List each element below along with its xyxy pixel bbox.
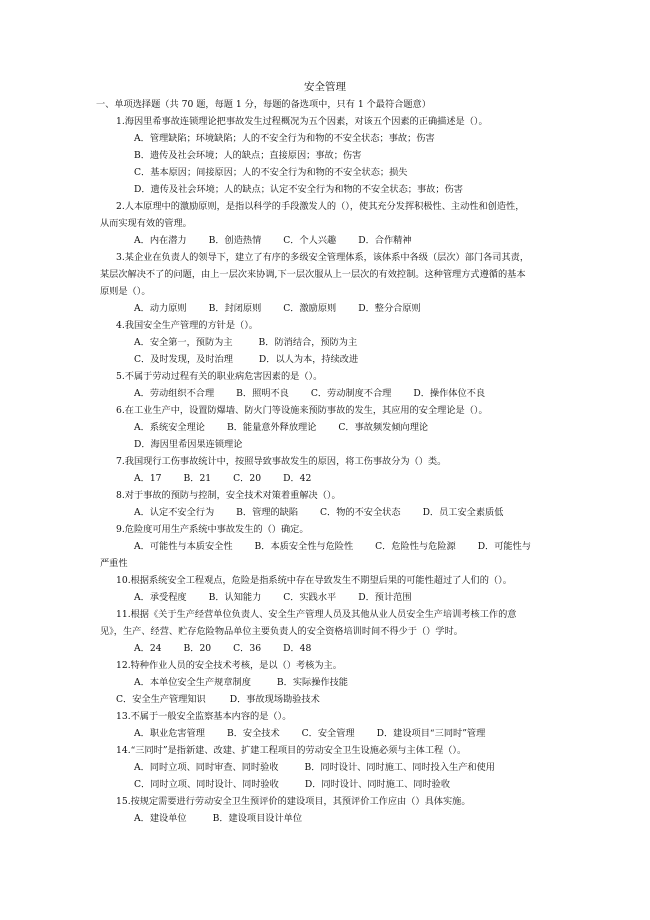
answer-option: B．安全技术 (226, 728, 280, 739)
option-row (100, 504, 560, 521)
option-row (100, 334, 560, 351)
question-text: 某层次解决不了的问题，由上一层次来协调,下一层次服从上一层次的有效控制。这种管理方式遵循的基本 (100, 269, 526, 280)
answer-option: B．21 (183, 473, 212, 484)
question-text: 2.人本原理中的激励原则，是指以科学的手段激发人的（），使其充分发挥积极性、主动性和创造性， (116, 201, 525, 212)
answer-option: D．遗传及社会环境；人的缺点；认定不安全行为和物的不安全状态；事故；伤害 (134, 184, 463, 195)
answer-option: D．48 (283, 643, 312, 654)
option-row (100, 300, 560, 317)
question-text: 3.某企业在负责人的领导下，建立了有序的多级安全管理体系，该体系中各级（层次）部门各司其责， (116, 252, 530, 263)
answer-option: D．员工安全素质低 (422, 507, 504, 518)
answer-option: C．事故频发倾向理论 (338, 422, 429, 433)
answer-option: D．建设项目“三同时”管理 (376, 728, 486, 739)
answer-option: D．以人为本，持续改进 (258, 354, 359, 365)
section-heading: 一、单项选择题（共 70 题，每题 1 分，每题的备选项中，只有 1 个最符合题意） (96, 99, 431, 110)
option-row (100, 640, 560, 657)
question-text: 5.不属于劳动过程有关的职业病危害因素的是（）。 (116, 371, 323, 382)
answer-option: A．认定不安全行为 (134, 507, 215, 518)
option-row (100, 181, 560, 198)
answer-option: A．可能性与本质安全性 (134, 541, 233, 552)
answer-option: A．管理缺陷；环境缺陷；人的不安全行为和物的不安全状态；事故；伤害 (134, 133, 435, 144)
answer-option: A．本单位安全生产规章制度 (134, 677, 251, 688)
question-text: 4.我国安全生产管理的方针是（）。 (116, 320, 258, 331)
answer-option: C．激励原则 (283, 303, 337, 314)
answer-option: B．管理的缺陷 (236, 507, 299, 518)
option-row (100, 164, 560, 181)
question-text: 1.海因里希事故连锁理论把事故发生过程概况为五个因素，对该五个因素的正确描述是（）。 (116, 116, 488, 127)
question-text: 从而实现有效的管理。 (100, 218, 192, 229)
answer-option: C．个人兴趣 (283, 235, 337, 246)
answer-option: A．系统安全理论 (134, 422, 205, 433)
answer-option: B．实际操作技能 (276, 677, 348, 688)
answer-option: C．实践水平 (283, 592, 337, 603)
answer-option: C．同时立项、同时设计、同时验收 (134, 779, 279, 790)
answer-option: A．17 (134, 473, 162, 484)
answer-option: B．建设项目设计单位 (212, 813, 303, 824)
answer-option: C．物的不安全状态 (320, 507, 401, 518)
option-row (100, 351, 560, 368)
option-row (100, 691, 560, 708)
question-text: 见》，生产、经营、贮存危险物品单位主要负责人的安全资格培训时间不得少于（）学时。 (100, 626, 463, 637)
answer-option: D．可能性与 (477, 541, 531, 552)
option-row (100, 725, 560, 742)
answer-option: D．海因里希因果连锁理论 (134, 439, 243, 450)
page-title: 安全管理 (304, 81, 346, 93)
question-text: 9.危险度可用生产系统中事故发生的（）确定。 (116, 524, 309, 535)
question-text: 14.“三同时”是指新建、改建、扩建工程项目的劳动安全卫生设施必须与主体工程（）。 (116, 745, 467, 756)
document-body (96, 96, 560, 827)
answer-option: C．危险性与危险源 (375, 541, 456, 552)
answer-option: D．合作精神 (358, 235, 412, 246)
answer-option: A．承受程度 (134, 592, 187, 603)
answer-option: A．24 (134, 643, 162, 654)
answer-option: B．照明不良 (236, 388, 289, 399)
question-text: 6.在工业生产中，设置防爆墙、防火门等设施来预防事故的发生，其应用的安全理论是（）。 (116, 405, 488, 416)
option-row (100, 589, 560, 606)
option-row (100, 776, 560, 793)
answer-option: C．安全管理 (301, 728, 355, 739)
answer-option: B．遗传及社会环境；人的缺点；直接原因；事故；伤害 (134, 150, 362, 161)
question-text: 10.根据系统安全工程观点，危险是指系统中存在导致发生不期望后果的可能性超过了人们的（）。 (116, 575, 512, 586)
question-text: 13.不属于一般安全监察基本内容的是（）。 (116, 711, 292, 722)
option-row (100, 130, 560, 147)
answer-option: A．安全第一，预防为主 (134, 337, 233, 348)
answer-option: B．同时设计、同时施工、同时投入生产和使用 (304, 762, 495, 773)
answer-option: C．安全生产管理知识 (116, 694, 206, 705)
answer-option: B．本质安全性与危险性 (254, 541, 354, 552)
answer-option: A．动力原则 (134, 303, 187, 314)
option-row (100, 385, 560, 402)
answer-option: B．封闭原则 (208, 303, 262, 314)
answer-option: B．认知能力 (208, 592, 262, 603)
answer-option: D．事故现场勘验技术 (229, 694, 320, 705)
option-row (100, 538, 560, 555)
question-text: 11.根据《关于生产经营单位负责人、安全生产管理人员及其他从业人员安全生产培训考核工作的意 (116, 609, 517, 620)
question-text: 7.我国现行工伤事故统计中，按照导致事故发生的原因，将工伤事故分为（）类。 (116, 456, 447, 467)
option-row (100, 470, 560, 487)
answer-option: D．预计范围 (358, 592, 412, 603)
option-row (100, 436, 560, 453)
answer-option: A．内在潜力 (134, 235, 187, 246)
answer-option: D．同时设计、同时施工、同时验收 (304, 779, 451, 790)
answer-option: B．能量意外释放理论 (226, 422, 317, 433)
answer-option: A．职业危害管理 (134, 728, 205, 739)
option-row (100, 419, 560, 436)
answer-option: B．创造热情 (208, 235, 262, 246)
answer-option: A．建设单位 (134, 813, 187, 824)
option-row (100, 810, 560, 827)
answer-option: C．基本原因；间接原因；人的不安全行为和物的不安全状态；损失 (134, 167, 408, 178)
answer-option: D．操作体位不良 (413, 388, 486, 399)
answer-option: A．同时立项、同时审查、同时验收 (134, 762, 279, 773)
option-row (100, 759, 560, 776)
question-text: 15.按规定需要进行劳动安全卫生预评价的建设项目，其预评价工作应由（）具体实施。 (116, 796, 471, 807)
option-row (100, 147, 560, 164)
answer-option: C．劳动制度不合理 (310, 388, 392, 399)
answer-option: B．防消结合，预防为主 (258, 337, 358, 348)
option-row (100, 674, 560, 691)
question-text: 12.特种作业人员的安全技术考核，是以（）考核为主。 (116, 660, 342, 671)
question-text-continued: 严重性 (100, 558, 128, 569)
answer-option: D．42 (283, 473, 312, 484)
answer-option: C．36 (233, 643, 262, 654)
answer-option: D．整分合原则 (358, 303, 421, 314)
answer-option: A．劳动组织不合理 (134, 388, 215, 399)
question-text: 8.对于事故的预防与控制，安全技术对策着重解决（）。 (116, 490, 341, 501)
question-text: 原则是（）。 (100, 286, 151, 297)
answer-option: C．及时发现，及时治理 (134, 354, 233, 365)
option-row (100, 232, 560, 249)
answer-option: B．20 (183, 643, 212, 654)
answer-option: C．20 (233, 473, 262, 484)
